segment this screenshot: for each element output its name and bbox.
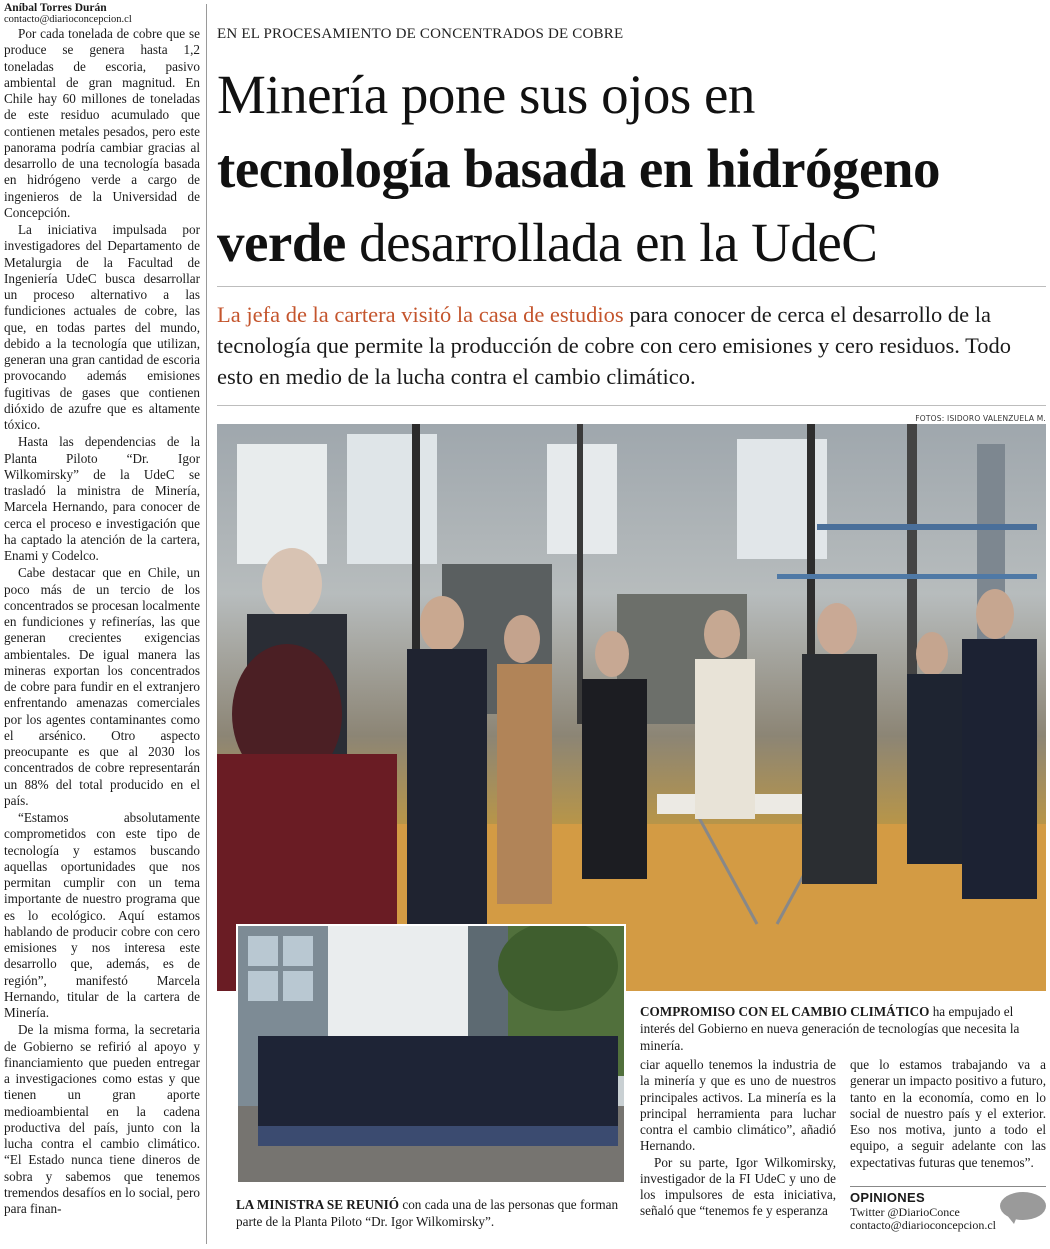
main-photo-caption xyxy=(640,1003,1046,1054)
author-email: contacto@diarioconcepcion.cl xyxy=(4,14,132,25)
body-paragraph: Por cada tonelada de cobre que se produce se genera hasta 1,2 toneladas de escoria, pasivo ambiental de gran magnitud. En Chile hay 60 millones de toneladas de este residuo acumulado que contienen metales pesados, pero este panorama podría cambiar gracias al desarrollo de una tecnología basada en hidrógeno verde a cargo de ingenieros de la Universidad de Concepción. xyxy=(4,26,200,220)
article-body-column-3 xyxy=(640,1057,836,1220)
speech-bubble-tail-icon xyxy=(1006,1214,1018,1224)
body-paragraph: De la misma forma, la secretaria de Gobierno se refirió al apoyo y financiamiento que pueden entregar a investigaciones como estas y que tienen un gran aporte medioambiental en la cadena productiva del país, junto con la lucha contra el cambio climático. “El Estado nunca tiene dineros de sobra y sabemos que tenemos tremendos desafíos en lo social, pero para finan- xyxy=(4,1022,200,1216)
opiniones-rule xyxy=(850,1186,1046,1187)
column-divider xyxy=(206,4,207,1244)
inset-photo-illustration xyxy=(238,926,624,1182)
deck-rule xyxy=(217,405,1046,406)
main-photo-illustration xyxy=(217,424,1046,991)
inset-caption-rest: con cada una de las personas que forman parte de la Planta Piloto “Dr. Igor Wilkomirsky”. xyxy=(236,1197,619,1229)
author-name: Aníbal Torres Durán xyxy=(4,2,107,14)
body-paragraph: Hasta las dependencias de la Planta Piloto “Dr. Igor Wilkomirsky” de la UdeC se trasladó la ministra de Minería, Marcela Hernando, para conocer de cerca el proceso e investigación que ha captado la atención de la cartera, Enami y Codelco. xyxy=(4,434,200,563)
photo-credit: FOTOS: ISIDORO VALENZUELA M. xyxy=(915,414,1046,423)
body-paragraph: Cabe destacar que en Chile, un poco más de un tercio de los concentrados se procesan localmente en fundiciones y refinerías, las que generan crecientes exigencias ambientales. De igual manera las mineras exportan los concentrados de cobre para fundir en el extranjero enfrentando amenazas comerciales por los agentes contaminantes como el arsénico. Otro aspecto preocupante es que al 2030 los concentrados de cobre representarán un 88% del total producido en el país. xyxy=(4,565,200,808)
opiniones-email: contacto@diarioconcepcion.cl xyxy=(850,1218,996,1232)
kicker: EN EL PROCESAMIENTO DE CONCENTRADOS DE COBRE xyxy=(217,26,624,42)
headline-rule xyxy=(217,286,1046,287)
opiniones-title: OPINIONES xyxy=(850,1190,925,1205)
article-body-left-column xyxy=(4,26,200,1218)
deck-accent: La jefa de la cartera visitó la casa de estudios xyxy=(217,302,624,327)
headline-line-1: Minería pone sus ojos en xyxy=(217,64,755,125)
deck-rest: para conocer de cerca el desarrollo de la tecnología que permite la producción de cobre con cero emisiones y cero residuos. Todo esto en medio de la lucha contra el cambio climático. xyxy=(217,302,1011,389)
deck xyxy=(217,299,1047,392)
main-caption-bold: COMPROMISO CON EL CAMBIO CLIMÁTICO xyxy=(640,1004,930,1019)
body-paragraph: ciar aquello tenemos la industria de la minería y que es uno de nuestros principales activos. La minería es la principal herramienta para luchar contra el cambio climático”, añadió Hernando. xyxy=(640,1057,836,1154)
body-paragraph: La iniciativa impulsada por investigadores del Departamento de Metalurgia de la Facultad de Ingeniería UdeC busca desarrollar un proceso alternativo a las fundiciones actuales de cobre, las que, en todas partes del mundo, debido a la tecnología que utilizan, generan una gran cantidad de escoria provocando además emisiones fugitivas de gases que contienen dióxido de azufre que es altamente tóxico. xyxy=(4,222,200,432)
inset-photo-caption xyxy=(236,1196,626,1230)
body-paragraph: que lo estamos trabajando va a generar un impacto positivo a futuro, tanto en la economía, como en lo social de nuestro país y el exterior. Eso nos motiva, junto a todo el equipo, a seguir adelante con las expectativas futuras que tenemos”. xyxy=(850,1057,1046,1170)
inset-caption-bold: LA MINISTRA SE REUNIÓ xyxy=(236,1197,400,1212)
body-paragraph: “Estamos absolutamente comprometidos con este tipo de tecnología y estamos buscando aquellas oportunidades que nos permitan cumplir con un tema importante de nuestro programa que es lo ecológico. Aquí estamos hablando de producir cobre con cero emisiones y nos interesa este desarrollo que, además, es de región”, manifestó Marcela Hernando, titular de la cartera de Minería. xyxy=(4,810,200,1020)
headline-line-3-bold: verde xyxy=(217,212,346,273)
headline xyxy=(217,58,1047,280)
body-paragraph: Por su parte, Igor Wilkomirsky, investigador de la FI UdeC y uno de los impulsores de esta iniciativa, señaló que “tenemos fe y esperanza xyxy=(640,1154,836,1219)
main-photo xyxy=(217,424,1046,991)
opiniones-twitter: Twitter @DiarioConce xyxy=(850,1205,960,1219)
article-body-column-4 xyxy=(850,1057,1046,1171)
headline-line-3-rest: desarrollada en la UdeC xyxy=(345,212,878,273)
main-caption-rest: ha empujado el interés del Gobierno en nueva generación de tecnologías que necesita la minería. xyxy=(640,1004,1020,1053)
inset-photo xyxy=(236,924,626,1184)
headline-line-2: tecnología basada en hidrógeno xyxy=(217,138,940,199)
